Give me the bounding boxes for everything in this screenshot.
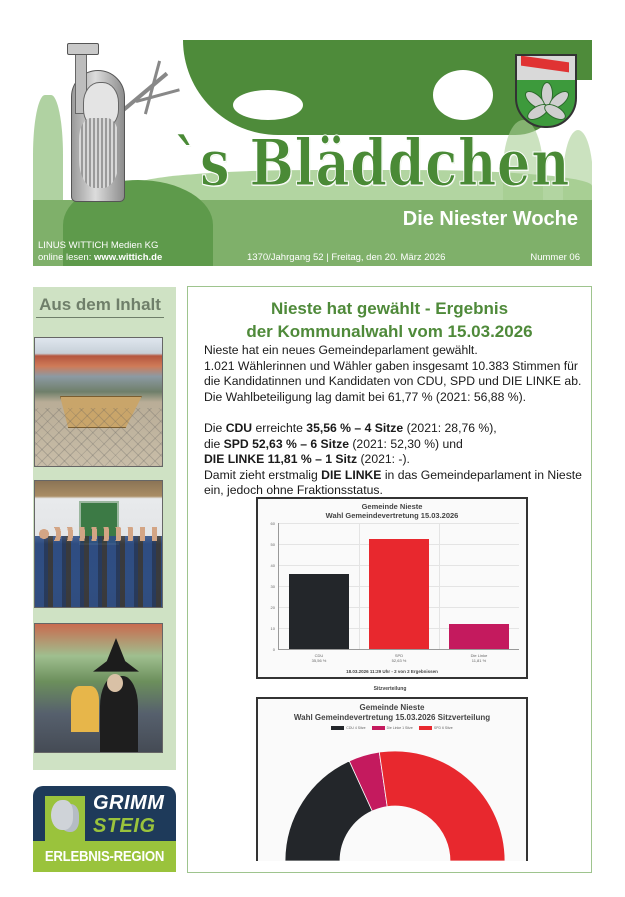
ad-word-grimm: GRIMM	[93, 792, 165, 814]
bar-die-linke	[449, 624, 509, 649]
chart-title-line: Gemeinde Nieste	[361, 502, 423, 511]
gridline	[439, 523, 440, 649]
person-yellow-shirt	[71, 686, 99, 732]
gridline	[359, 523, 360, 649]
chart-title-line: Gemeinde Nieste	[359, 703, 425, 712]
vote-share-bar-chart	[256, 497, 528, 679]
photo-wooden-boat-playground	[34, 337, 163, 467]
net-shadow	[35, 408, 162, 466]
photo-team-group	[34, 480, 163, 608]
text: Die	[204, 420, 226, 435]
y-tick: 0	[272, 647, 275, 652]
category: SPD	[394, 653, 404, 658]
photo-witch-hike	[34, 623, 163, 753]
beard	[79, 118, 119, 188]
y-tick: 20	[270, 605, 275, 610]
paragraph: 1.021 Wählerinnen und Wähler gaben insgesamt 10.383 Stimmen für die Kandidatinnen und Kandidaten von CDU, SPD und DIE LINKE ab.	[204, 358, 582, 389]
text: (2021: 52,30 %) und	[348, 436, 463, 451]
crowd-shape	[35, 536, 162, 607]
canopy-gap	[233, 90, 303, 120]
gridline	[279, 523, 519, 524]
party-result: SPD 52,63 % – 6 Sitze	[223, 436, 349, 451]
online-read-line	[38, 252, 162, 264]
ad-word-steig: STEIG	[93, 815, 156, 837]
chart-title-line: Wahl Gemeindevertretung 15.03.2026	[325, 511, 459, 520]
text: (2021: -).	[357, 452, 410, 467]
text: erreichte	[252, 420, 307, 435]
party-result: DIE LINKE 11,81 % – 1 Sitz	[204, 452, 358, 467]
article-headline	[188, 297, 591, 343]
witch-face	[107, 674, 123, 692]
category: Die Linke	[470, 653, 488, 658]
legend-label: CDU 4 Sitze	[346, 726, 366, 730]
closing-paragraph	[204, 468, 584, 499]
shield	[515, 54, 577, 128]
legend-label: SPD 6 Sitze	[433, 726, 453, 730]
article-election-results	[187, 286, 592, 873]
canopy-gap	[433, 70, 493, 120]
chart-plot-area	[270, 521, 519, 663]
seat-distribution-chart	[256, 697, 528, 861]
headline-line-2: der Kommunalwahl vom 15.03.2026	[246, 322, 533, 341]
chart-title	[258, 502, 526, 520]
seat-segment-spd	[379, 751, 505, 861]
publisher-name: LINUS WITTICH Medien KG	[38, 240, 159, 251]
half-donut-graphic	[285, 736, 505, 861]
legend-swatch	[419, 726, 432, 730]
result-cdu	[204, 421, 584, 437]
party-result: 35,56 % – 4 Sitze	[306, 420, 404, 435]
coat-of-arms-icon	[515, 54, 575, 126]
publication-title: `s Bläddchen	[173, 126, 571, 201]
bar-spd	[369, 539, 429, 650]
paragraph: Die Wahlbeteiligung lag damit bei 61,77 % (2021: 56,88 %).	[204, 389, 527, 404]
legend-swatch	[331, 726, 344, 730]
chart-title	[258, 703, 526, 723]
y-tick: 40	[270, 563, 275, 568]
chart-footer: 18.03.2026 11:29 Uhr - 2 von 2 Ergebnissen	[346, 669, 438, 674]
carved-tree-figure-illustration	[61, 40, 171, 205]
article-body	[204, 343, 584, 499]
issue-info: 1370/Jahrgang 52 | Freitag, den 20. März 2026	[247, 252, 446, 263]
value: 35,56 %	[311, 658, 327, 663]
chart-title-line: Wahl Gemeindevertretung 15.03.2026 Sitzverteilung	[293, 713, 491, 722]
legend-item-die-linke	[372, 726, 413, 730]
result-spd	[204, 437, 584, 453]
value: 52,63 %	[391, 658, 407, 663]
y-tick: 60	[270, 521, 275, 526]
bar-cdu	[289, 574, 349, 649]
legend-label: Die Linke 1 Sitze	[386, 726, 413, 730]
website-link[interactable]: www.wittich.de	[93, 252, 163, 263]
x-label-spd	[364, 653, 434, 663]
masthead-banner	[33, 40, 592, 266]
category: CDU	[314, 653, 324, 658]
party-name: DIE LINKE	[321, 467, 382, 482]
grimmsteig-advertisement[interactable]	[33, 786, 176, 872]
y-tick: 50	[270, 542, 275, 547]
x-label-die-linke	[444, 653, 514, 663]
plank	[67, 43, 99, 55]
ad-region-label: ERLEBNIS-REGION	[44, 848, 165, 865]
spacer	[204, 405, 584, 421]
y-tick: 30	[270, 584, 275, 589]
legend-item-spd	[419, 726, 453, 730]
contents-sidebar	[33, 287, 176, 770]
chart-legend	[258, 726, 526, 730]
value: 11,81 %	[471, 658, 487, 663]
headline-line-1: Nieste hat gewählt - Ergebnis	[270, 299, 509, 318]
sidebar-title: Aus dem Inhalt	[36, 295, 164, 318]
x-label-cdu	[284, 653, 354, 663]
paragraph: Nieste hat ein neues Gemeindeparlament gewählt.	[204, 343, 478, 357]
heads-shape	[39, 527, 159, 541]
online-read-label: online lesen:	[38, 252, 94, 263]
publisher-info	[38, 240, 162, 264]
publication-subtitle: Die Niester Woche	[402, 208, 578, 230]
party-name: CDU	[225, 420, 253, 435]
portrait-head	[51, 800, 73, 830]
text: Damit zieht erstmalig	[204, 467, 322, 482]
issue-number: Nummer 06	[530, 252, 580, 263]
text: die	[204, 436, 224, 451]
text: in das Gemeindeparlament in Nieste ein, jedoch ohne Fraktionsstatus.	[204, 467, 582, 498]
seat-distribution-caption: Sitzverteilung	[373, 686, 407, 692]
y-tick: 10	[270, 626, 275, 631]
legend-swatch	[372, 726, 385, 730]
text: (2021: 28,76 %),	[403, 420, 497, 435]
legend-item-cdu	[331, 726, 365, 730]
result-linke	[204, 452, 584, 468]
